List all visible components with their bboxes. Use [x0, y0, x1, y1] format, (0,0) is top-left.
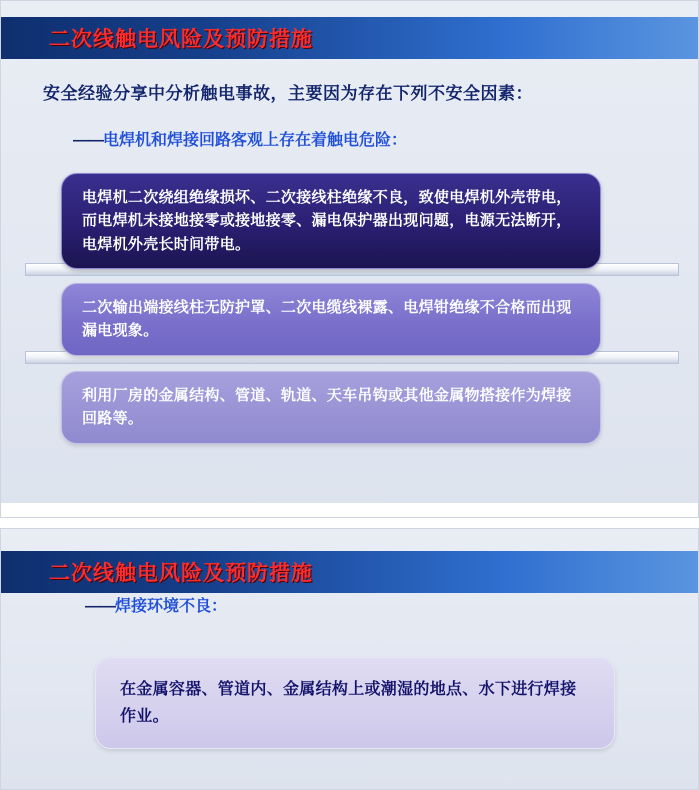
bubble-text: 在金属容器、管道内、金属结构上或潮湿的地点、水下进行焊接作业。: [120, 681, 577, 726]
bubble-text: 二次输出端接线柱无防护罩、二次电缆线裸露、电焊钳绝缘不合格而出现漏电现象。: [82, 299, 572, 340]
slide-1-subtitle: 安全经验分享中分析触电事故，主要因为存在下列不安全因素：: [43, 84, 533, 103]
slide-separator: [0, 518, 699, 528]
lead-text: 电焊机和焊接回路客观上存在着触电危险：: [103, 132, 408, 149]
slide-2: [0, 528, 699, 790]
slide-2-title: 二次线触电风险及预防措施: [49, 562, 313, 585]
slide-1-bottom-strip: [1, 503, 698, 517]
slide-1-title: 二次线触电风险及预防措施: [49, 28, 313, 51]
bubble-text: 电焊机二次绕组绝缘损坏、二次接线柱绝缘不良，致使电焊机外壳带电，而电焊机未接地接零或接地接零、漏电保护器出现问题，电源无法断开，电焊机外壳长时间带电。: [82, 189, 572, 253]
bubble-text: 利用厂房的金属结构、管道、轨道、天车吊钩或其他金属物搭接作为焊接回路等。: [82, 387, 572, 428]
lead-dash: ——: [85, 598, 115, 615]
content-bubble-3: [61, 371, 601, 444]
slide-1-lead: [73, 127, 407, 150]
content-bubble-2: [61, 283, 601, 356]
slide-2-lead: [85, 593, 227, 616]
content-bubble-1: [61, 173, 601, 269]
content-bubble-4: [95, 657, 615, 749]
lead-dash: ——: [73, 132, 103, 149]
lead-text: 焊接环境不良：: [115, 598, 228, 615]
